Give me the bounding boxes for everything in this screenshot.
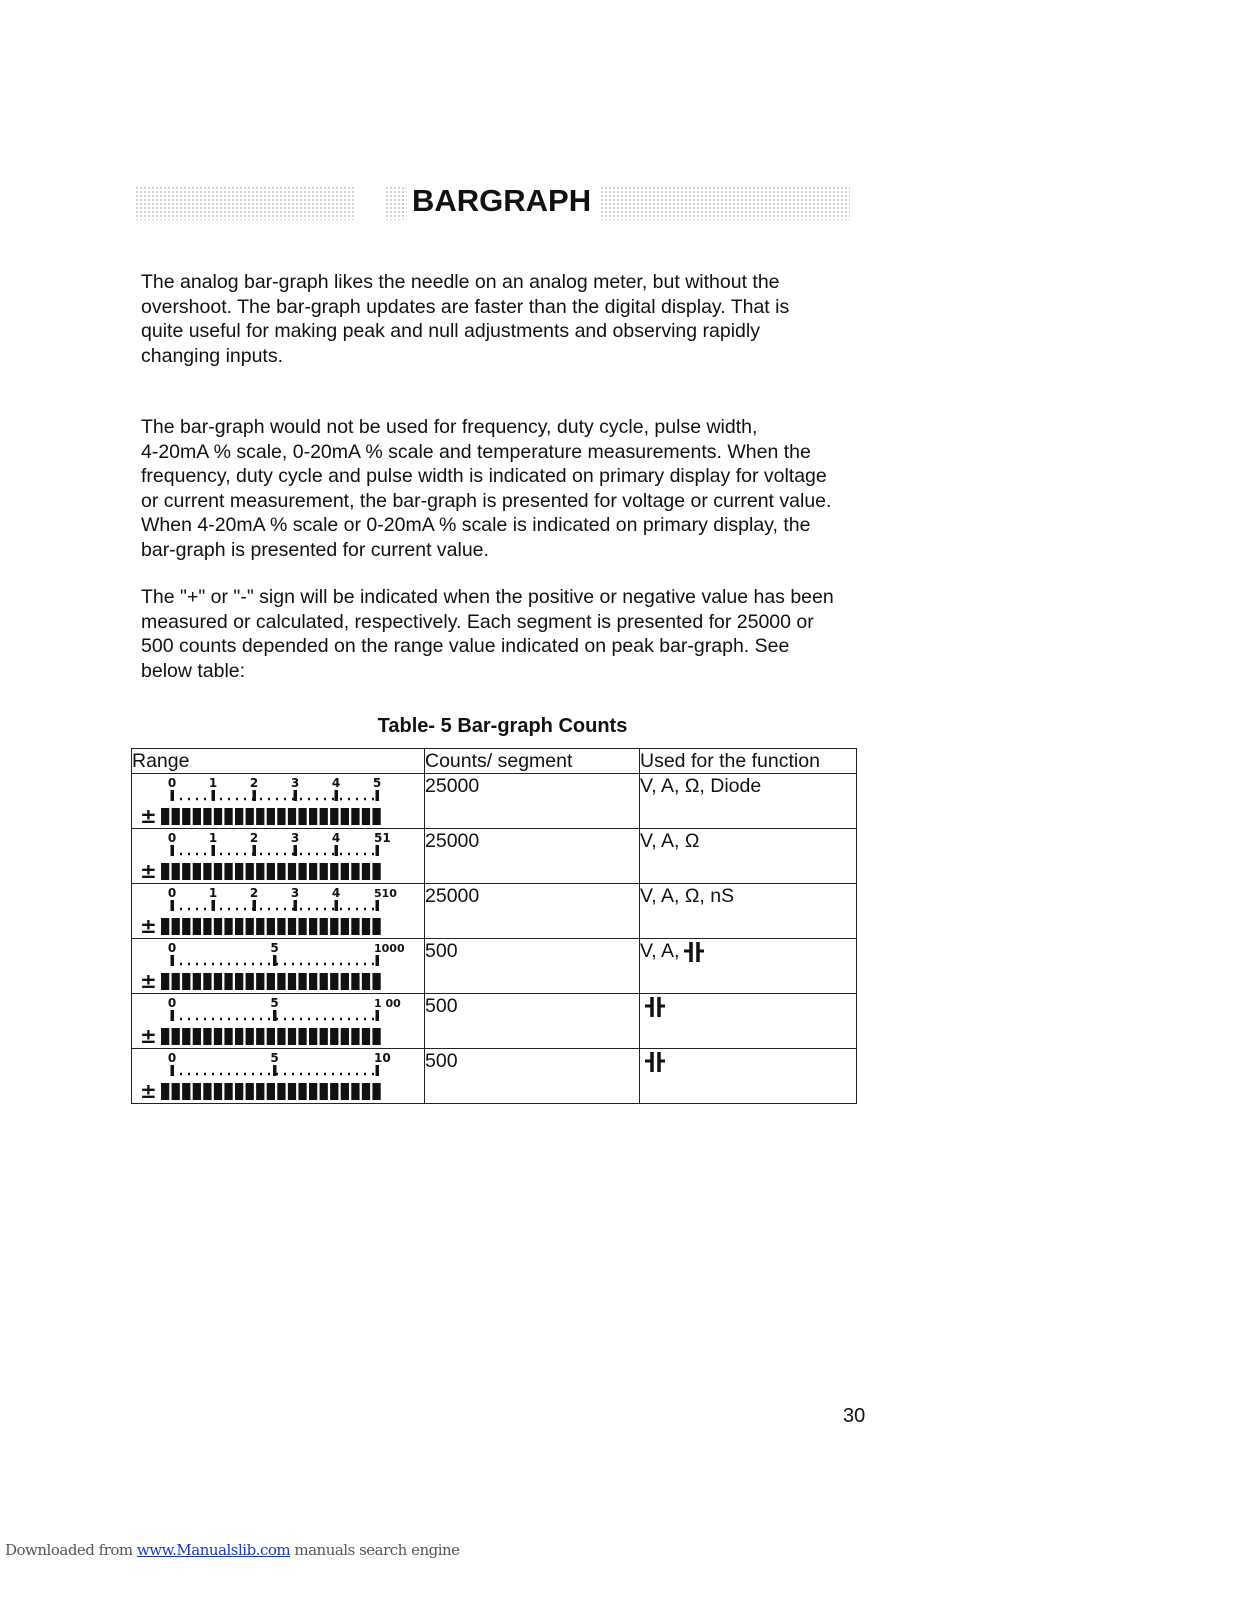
scale-tick (273, 1010, 277, 1021)
range-cell-content (132, 884, 424, 938)
title-dither-decoration (135, 186, 355, 220)
table-row (132, 829, 857, 884)
bar-segment (341, 973, 349, 990)
bar-segment (341, 808, 349, 825)
range-bargraph (140, 1051, 420, 1103)
bar-segment (320, 863, 328, 880)
bar-segment (320, 1083, 328, 1100)
bar-segment (256, 918, 264, 935)
bar-segment (203, 973, 211, 990)
scale-tick (376, 1065, 380, 1076)
sign-indicator: ± (140, 969, 157, 993)
counts-cell: 500 (425, 939, 640, 994)
header-counts: Counts/ segment (425, 749, 640, 774)
bar-segment (224, 863, 232, 880)
bar-segment (224, 918, 232, 935)
bar-segment (309, 863, 317, 880)
scale-label: 510 (374, 887, 397, 900)
scale-tick (212, 790, 216, 801)
bar-segment (214, 973, 222, 990)
range-cell (132, 884, 425, 939)
range-cell-content (132, 829, 424, 883)
bar-segment (203, 808, 211, 825)
range-cell-content (132, 994, 424, 1048)
bar-segment (172, 1028, 180, 1045)
bar-segment (182, 863, 190, 880)
bar-segment (172, 973, 180, 990)
bar-segment (362, 973, 370, 990)
bar-segment (172, 863, 180, 880)
range-cell-content (132, 939, 424, 993)
bar-segment (372, 973, 380, 990)
bar-segment (267, 863, 275, 880)
counts-cell: 25000 (425, 829, 640, 884)
bar-segment (161, 863, 169, 880)
bar-segment (246, 918, 254, 935)
bar-segment (309, 973, 317, 990)
bar-segment (224, 1083, 232, 1100)
scale-label: 0 (167, 831, 177, 845)
range-bargraph (140, 886, 420, 938)
table-row (132, 994, 857, 1049)
bar-segment (362, 1028, 370, 1045)
bar-segment (362, 918, 370, 935)
function-cell (640, 884, 857, 939)
range-cell (132, 774, 425, 829)
range-cell (132, 1049, 425, 1104)
function-text: V, A, Ω, Diode (640, 775, 762, 797)
bar-segment (330, 808, 338, 825)
bar-segment (267, 1083, 275, 1100)
bar-segment (246, 863, 254, 880)
scale-label: 1 (208, 886, 218, 900)
bar-segment (161, 1028, 169, 1045)
scale-tick (294, 900, 298, 911)
bar-segment (351, 808, 359, 825)
scale-label: 1 (208, 831, 218, 845)
scale-label: 0 (167, 1051, 177, 1065)
bar-segment (267, 1028, 275, 1045)
bar-segment (256, 1083, 264, 1100)
bar-segment (341, 918, 349, 935)
bar-segment (372, 808, 380, 825)
bar-segment (288, 1028, 296, 1045)
bar-segment (309, 918, 317, 935)
scale-label: 5 (372, 776, 382, 790)
bar-segment (214, 918, 222, 935)
download-footer (5, 1541, 460, 1559)
bar-segment (277, 918, 285, 935)
scale-label: 1000 (374, 942, 405, 955)
scale-tick (376, 1010, 380, 1021)
bar-segment (224, 808, 232, 825)
title-band (135, 180, 850, 228)
header-range: Range (132, 749, 425, 774)
scale-label: 1 (208, 776, 218, 790)
scale-label: 5 (270, 1051, 279, 1065)
bar-segment (182, 1083, 190, 1100)
bar-segment (172, 1083, 180, 1100)
scale-label: 3 (290, 776, 300, 790)
bar-segment (320, 1028, 328, 1045)
scale-label: 5 (270, 996, 279, 1010)
scale-tick (376, 900, 380, 911)
scale-tick (376, 790, 380, 801)
bar-segment (320, 918, 328, 935)
range-cell (132, 829, 425, 884)
bar-segment (203, 1028, 211, 1045)
bar-segment (320, 973, 328, 990)
scale-label: 4 (331, 886, 341, 900)
scale-tick (273, 955, 277, 966)
scale-tick (171, 1010, 175, 1021)
header-function: Used for the function (640, 749, 857, 774)
scale-label: 3 (290, 886, 300, 900)
bar-segment (193, 1083, 201, 1100)
bar-segment (214, 808, 222, 825)
bar-segment (161, 973, 169, 990)
capacitor-icon (644, 1050, 666, 1074)
range-cell-content (132, 1049, 424, 1103)
bar-segment (298, 918, 306, 935)
bar-segment (256, 808, 264, 825)
function-text: V, A, (640, 940, 680, 962)
table-header-row (132, 749, 857, 774)
bar-segment (172, 808, 180, 825)
range-bargraph (140, 776, 420, 828)
scale-label: 4 (331, 831, 341, 845)
bar-segment (235, 808, 243, 825)
bar-segment (203, 863, 211, 880)
bar-segment (193, 918, 201, 935)
bar-segment (372, 918, 380, 935)
bar-segment (330, 1083, 338, 1100)
usage-paragraph: The bar-graph would not be used for frequency, duty cycle, pulse width, 4-20mA % scale, 0-20mA % scale and temperature measurements. When the frequency, duty cycle and pulse width is indicated on primary display for voltage or current measurement, the bar-graph is presented for voltage or current value. When 4-20mA % scale or 0-20mA % scale is indicated on primary display, the bar-graph is presented for current value. (141, 416, 832, 561)
bar-segment (351, 863, 359, 880)
bar-segment (362, 863, 370, 880)
bar-segment (193, 973, 201, 990)
bar-segment (267, 808, 275, 825)
function-text: V, A, Ω (640, 830, 700, 852)
bar-segment (277, 973, 285, 990)
range-bargraph (140, 996, 420, 1048)
bar-segment (246, 808, 254, 825)
intro-paragraph: The analog bar-graph likes the needle on an analog meter, but without the overshoot. The bar-graph updates are faster than the digital display. That is quite useful for making peak and null adjustments and observing rapidly changing inputs. (141, 271, 790, 367)
range-cell (132, 994, 425, 1049)
bar-segment (246, 1028, 254, 1045)
bar-segment (267, 973, 275, 990)
table-row (132, 884, 857, 939)
bar-segment (182, 973, 190, 990)
scale-label: 5 (270, 941, 279, 955)
bar-segment (288, 808, 296, 825)
bar-segment (362, 808, 370, 825)
bar-segment (256, 863, 264, 880)
title-dither-decoration (385, 186, 407, 220)
scale-tick (294, 845, 298, 856)
page-title: BARGRAPH (412, 183, 592, 218)
bar-segment (330, 973, 338, 990)
scale-tick (376, 955, 380, 966)
bar-segment (362, 1083, 370, 1100)
scale-tick (273, 1065, 277, 1076)
bar-segment (298, 1028, 306, 1045)
bargraph-counts-table (131, 748, 857, 1104)
bar-segment (298, 863, 306, 880)
sign-indicator: ± (140, 1079, 157, 1103)
bar-segment (182, 918, 190, 935)
bar-segment (351, 1083, 359, 1100)
bar-segment (277, 863, 285, 880)
footer-prefix: Downloaded from (5, 1541, 137, 1559)
scale-label: 3 (290, 831, 300, 845)
sign-indicator: ± (140, 859, 157, 883)
bar-segment (309, 1083, 317, 1100)
footer-suffix: manuals search engine (290, 1541, 460, 1559)
scale-tick (253, 900, 257, 911)
scale-tick (171, 955, 175, 966)
scale-tick (212, 845, 216, 856)
bar-segment (161, 808, 169, 825)
scale-label: 2 (249, 831, 259, 845)
table-row (132, 774, 857, 829)
bar-segment (246, 1083, 254, 1100)
manualslib-link[interactable]: www.Manualslib.com (136, 1541, 291, 1559)
sign-paragraph: The "+" or "-" sign will be indicated when the positive or negative value has been measured or calculated, respectively. Each segment is presented for 25000 or 500 counts depended on the range value indicated on peak bar-graph. See below table: (141, 586, 834, 682)
table-caption: Table- 5 Bar-graph Counts (377, 715, 628, 737)
bar-segment (277, 808, 285, 825)
scale-tick (171, 1065, 175, 1076)
range-cell-content (132, 774, 424, 828)
scale-tick (335, 790, 339, 801)
bar-segment (235, 973, 243, 990)
scale-tick (335, 845, 339, 856)
bar-segment (214, 1028, 222, 1045)
scale-label: 0 (167, 886, 177, 900)
bar-segment (161, 918, 169, 935)
bar-segment (235, 1083, 243, 1100)
bar-segment (235, 863, 243, 880)
table-body (132, 774, 857, 1104)
scale-label: 0 (167, 941, 177, 955)
range-bargraph (140, 941, 420, 993)
scale-label: 0 (167, 996, 177, 1010)
bar-segment (182, 808, 190, 825)
sign-indicator: ± (140, 914, 157, 938)
scale-tick (253, 845, 257, 856)
bar-segment (277, 1028, 285, 1045)
scale-label: 2 (249, 776, 259, 790)
bar-segment (172, 918, 180, 935)
bar-segment (224, 973, 232, 990)
bar-segment (214, 863, 222, 880)
bar-segment (288, 1083, 296, 1100)
scale-label: 10 (374, 1051, 391, 1065)
bar-segment (203, 1083, 211, 1100)
bar-segment (288, 973, 296, 990)
bar-segment (246, 973, 254, 990)
bar-segment (267, 918, 275, 935)
counts-cell: 500 (425, 1049, 640, 1104)
bar-segment (372, 1028, 380, 1045)
function-cell (640, 1049, 857, 1104)
bar-segment (330, 1028, 338, 1045)
bar-segment (351, 1028, 359, 1045)
scale-tick (294, 790, 298, 801)
title-dither-decoration (600, 186, 850, 220)
bar-segment (341, 1028, 349, 1045)
scale-tick (171, 790, 175, 801)
bar-segment (256, 1028, 264, 1045)
bar-segment (351, 918, 359, 935)
function-text: V, A, Ω, nS (640, 885, 735, 907)
scale-label: 4 (331, 776, 341, 790)
bar-segment (298, 1083, 306, 1100)
scale-tick (376, 845, 380, 856)
scale-tick (171, 845, 175, 856)
function-cell (640, 939, 857, 994)
counts-cell: 500 (425, 994, 640, 1049)
bar-segment (203, 918, 211, 935)
bar-segment (372, 863, 380, 880)
scale-tick (335, 900, 339, 911)
sign-indicator: ± (140, 804, 157, 828)
bar-segment (298, 808, 306, 825)
range-cell (132, 939, 425, 994)
bar-segment (235, 1028, 243, 1045)
bar-segment (193, 863, 201, 880)
scale-label: 1 00 (374, 997, 401, 1010)
function-cell (640, 994, 857, 1049)
sign-indicator: ± (140, 1024, 157, 1048)
bar-segment (288, 918, 296, 935)
bar-segment (235, 918, 243, 935)
bar-segment (161, 1083, 169, 1100)
bar-segment (372, 1083, 380, 1100)
bar-segment (309, 808, 317, 825)
counts-cell: 25000 (425, 774, 640, 829)
scale-label: 51 (374, 831, 391, 845)
bar-segment (309, 1028, 317, 1045)
counts-cell: 25000 (425, 884, 640, 939)
bar-segment (298, 973, 306, 990)
scale-label: 2 (249, 886, 259, 900)
table-row (132, 939, 857, 994)
bar-segment (341, 1083, 349, 1100)
capacitor-icon (644, 995, 666, 1019)
bar-segment (224, 1028, 232, 1045)
scale-tick (253, 790, 257, 801)
bar-segment (256, 973, 264, 990)
bar-segment (193, 808, 201, 825)
bar-segment (182, 1028, 190, 1045)
bar-segment (351, 973, 359, 990)
page-number: 30 (843, 1405, 866, 1427)
bar-segment (214, 1083, 222, 1100)
bar-segment (277, 1083, 285, 1100)
capacitor-icon (683, 940, 705, 964)
bar-segment (341, 863, 349, 880)
bar-segment (288, 863, 296, 880)
bar-segment (320, 808, 328, 825)
bar-segment (193, 1028, 201, 1045)
scale-label: 0 (167, 776, 177, 790)
bar-segment (330, 863, 338, 880)
bar-segment (330, 918, 338, 935)
range-bargraph (140, 831, 420, 883)
scale-tick (212, 900, 216, 911)
function-cell (640, 774, 857, 829)
table-row (132, 1049, 857, 1104)
function-cell (640, 829, 857, 884)
scale-tick (171, 900, 175, 911)
